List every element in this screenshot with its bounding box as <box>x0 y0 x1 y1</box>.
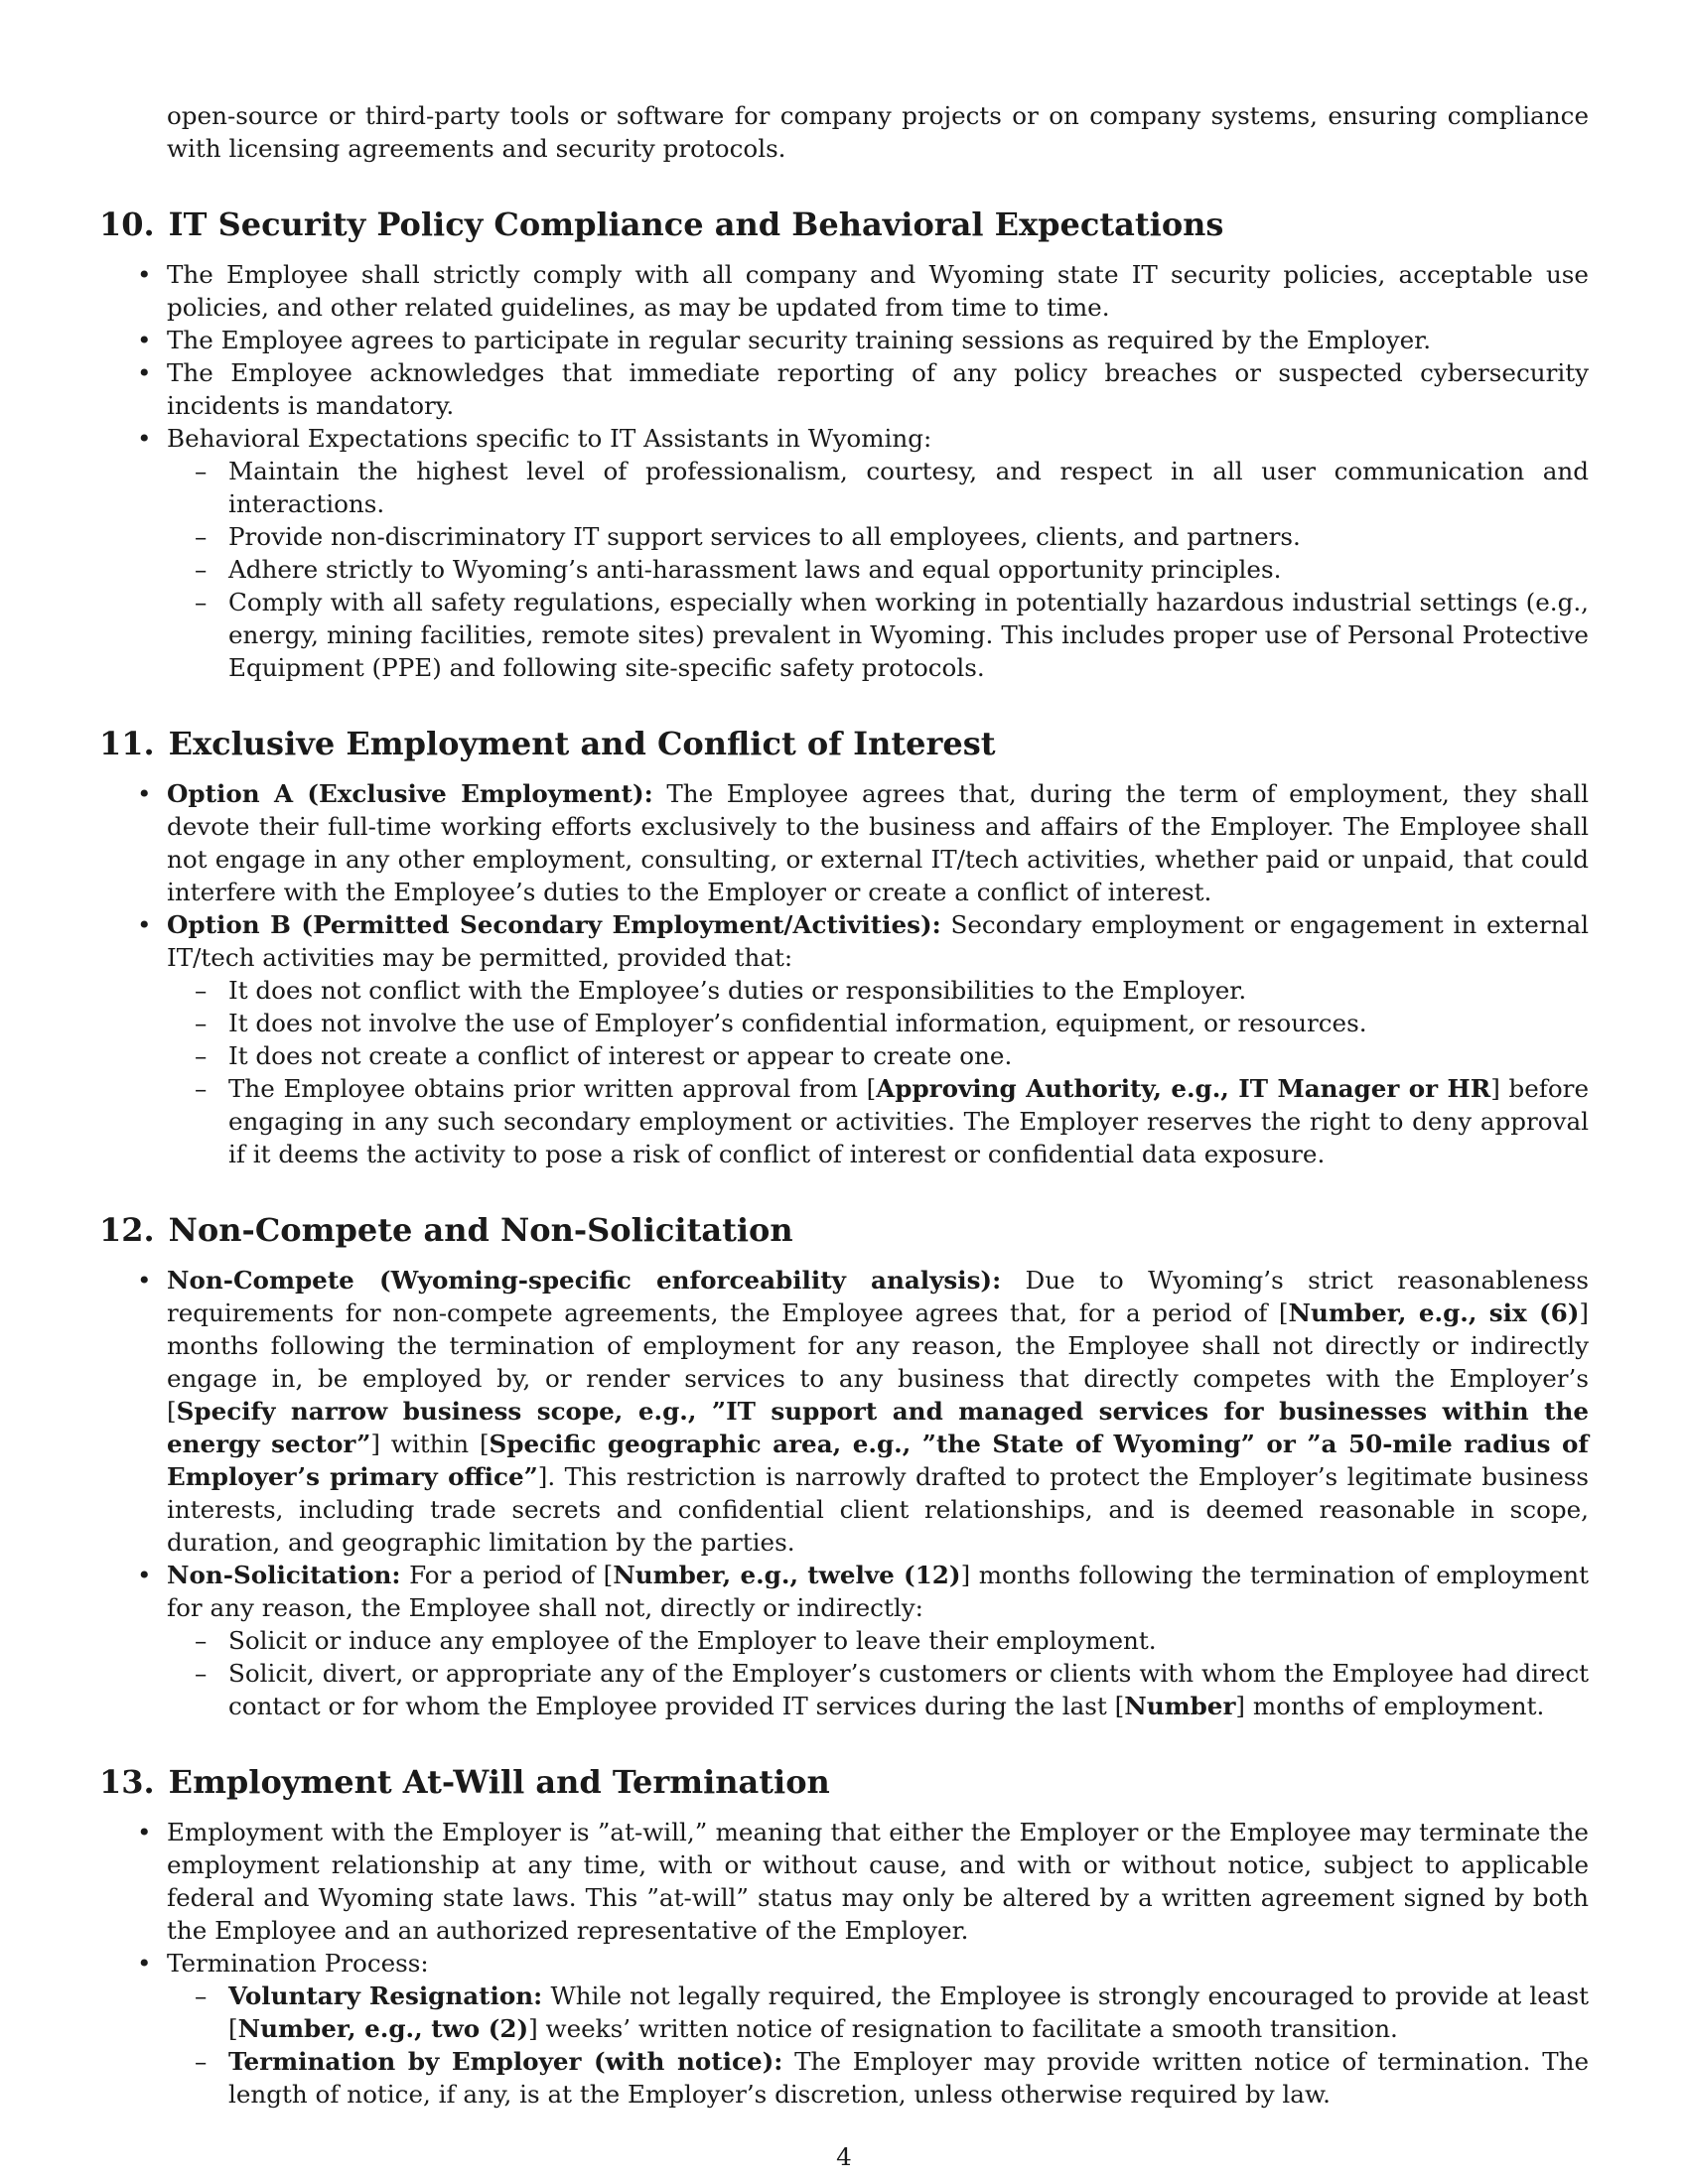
list-item: • The Employee acknowledges that immediate reporting of any policy breaches or suspected cybersecurity incidents is mandatory. <box>137 358 1589 420</box>
sub-list-item: – Solicit or induce any employee of the Employer to leave their employment. <box>195 1626 1157 1655</box>
document-page <box>99 99 1589 2111</box>
sub-list-item: – It does not involve the use of Employer’s confidential information, equipment, or resources. <box>195 1009 1367 1037</box>
list-item: • Option B (Permitted Secondary Employment/Activities): Secondary employment or engagement in external IT/tech activities may be permitted, provided that: – It does not conflict with the Employee’s duties or responsibilities to the Employer. – It does not involve the use of Employer’s confidential information, equipment, or resources. – It does not create a conflict of interest or appear to create one. – The Employee obtains prior written approval from [Approving Authority, e.g., IT Manager or HR] before engaging in any such secondary employment or activities. The Employer reserves the right to deny approval if it deems the activity to pose a risk of conflict of interest or confidential data exposure. <box>137 910 1589 1168</box>
list-item: • Non-Compete (Wyoming-specific enforceability analysis): Due to Wyoming’s strict reasonableness requirements for non-compete agreements, the Employee agrees that, for a period of [Number, e.g., six (6)] months following the termination of employment for any reason, the Employee shall not directly or indirectly engage in, be employed by, or render services to any business that directly competes with the Employer’s [Specify narrow business scope, e.g., ”IT support and managed services for businesses within the energy sector”] within [Specific geographic area, e.g., ”the State of Wyoming” or ”a 50-mile radius of Employer’s primary office”]. This restriction is narrowly drafted to protect the Employer’s legitimate business interests, including trade secrets and confidential client relationships, and is deemed reasonable in scope, duration, and geographic limitation by the parties. <box>137 1266 1589 1557</box>
list-item: • The Employee agrees to participate in regular security training sessions as required by the Employer. <box>137 326 1432 354</box>
section-10-heading: 10. IT Security Policy Compliance and Behavioral Expectations <box>99 205 1224 243</box>
intro-paragraph: open-source or third-party tools or software for company projects or on company systems, ensuring compliance with licensing agreements and security protocols. <box>167 101 1589 163</box>
list-item: • Option A (Exclusive Employment): The Employee agrees that, during the term of employment, they shall devote their full-time working efforts exclusively to the business and affairs of the Employer. The Employee shall not engage in any other employment, consulting, or external IT/tech activities, whether paid or unpaid, that could interfere with the Employee’s duties to the Employer or create a conflict of interest. <box>137 779 1590 906</box>
sub-list-item: – Solicit, divert, or appropriate any of the Employer’s customers or clients with whom the Employee had direct contact or for whom the Employee provided IT services during the last [Number] months of employment. <box>195 1659 1589 1720</box>
sub-list-item: – It does not conflict with the Employee’s duties or responsibilities to the Employer. <box>195 976 1247 1005</box>
section-12-heading: 12. Non-Compete and Non-Solicitation <box>99 1211 793 1249</box>
section-12 <box>99 1210 1589 1722</box>
section-11-heading: 11. Exclusive Employment and Conflict of Interest <box>99 725 996 762</box>
sub-list-item: – The Employee obtains prior written approval from [Approving Authority, e.g., IT Manager or HR] before engaging in any such secondary employment or activities. The Employer reserves the right to deny approval if it deems the activity to pose a risk of conflict of interest or confidential data exposure. <box>195 1074 1589 1168</box>
list-item: • The Employee shall strictly comply with all company and Wyoming state IT security policies, acceptable use policies, and other related guidelines, as may be updated from time to time. <box>137 260 1589 322</box>
section-13 <box>99 1762 1589 2111</box>
sub-list-item: – It does not create a conflict of interest or appear to create one. <box>195 1041 1013 1070</box>
section-10 <box>99 205 1589 684</box>
section-13-heading: 13. Employment At-Will and Termination <box>99 1763 830 1801</box>
list-item: • Employment with the Employer is ”at-will,” meaning that either the Employer or the Employee may terminate the employment relationship at any time, with or without cause, and with or without notice, subject to applicable federal and Wyoming state laws. This ”at-will” status may only be altered by a written agreement signed by both the Employee and an authorized representative of the Employer. <box>137 1818 1589 1945</box>
sub-list-item: – Voluntary Resignation: While not legally required, the Employee is strongly encouraged to provide at least [Number, e.g., two (2)] weeks’ written notice of resignation to facilitate a smooth transition. <box>195 1981 1589 2043</box>
sub-list-item: – Termination by Employer (with notice): The Employer may provide written notice of termination. The length of notice, if any, is at the Employer’s discretion, unless otherwise required by law. <box>195 2047 1590 2109</box>
list-item: • Termination Process: – Voluntary Resignation: While not legally required, the Employee is strongly encouraged to provide at least [Number, e.g., two (2)] weeks’ written notice of resignation to facilitate a smooth transition. – Termination by Employer (with notice): The Employer may provide written notice of termination. The length of notice, if any, is at the Employer’s discretion, unless otherwise required by law. <box>137 1949 1590 2109</box>
sub-list-item: – Adhere strictly to Wyoming’s anti-harassment laws and equal opportunity principles. <box>195 555 1282 584</box>
list-item: • Non-Solicitation: For a period of [Number, e.g., twelve (12)] months following the termination of employment for any reason, the Employee shall not, directly or indirectly: – Solicit or induce any employee of the Employer to leave their employment. – Solicit, divert, or appropriate any of the Employer’s customers or clients with whom the Employee had direct contact or for whom the Employee provided IT services during the last [Number] months of employment. <box>137 1561 1589 1720</box>
sub-list-item: – Comply with all safety regulations, especially when working in potentially hazardous industrial settings (e.g., energy, mining facilities, remote sites) prevalent in Wyoming. This includes proper use of Personal Protective Equipment (PPE) and following site-specific safety protocols. <box>195 588 1589 682</box>
sub-list-item: – Maintain the highest level of professionalism, courtesy, and respect in all user communication and interactions. <box>195 457 1589 518</box>
section-11 <box>99 724 1589 1170</box>
list-item: • Behavioral Expectations specific to IT Assistants in Wyoming: – Maintain the highest level of professionalism, courtesy, and respect in all user communication and interactions. – Provide non-discriminatory IT support services to all employees, clients, and partners. – Adhere strictly to Wyoming’s anti-harassment laws and equal opportunity principles. – Comply with all safety regulations, especially when working in potentially hazardous industrial settings (e.g., energy, mining facilities, remote sites) prevalent in Wyoming. This includes proper use of Personal Protective Equipment (PPE) and following site-specific safety protocols. <box>137 424 1589 682</box>
sub-list-item: – Provide non-discriminatory IT support services to all employees, clients, and partners. <box>195 522 1301 551</box>
page-number: 4 <box>836 2142 852 2171</box>
